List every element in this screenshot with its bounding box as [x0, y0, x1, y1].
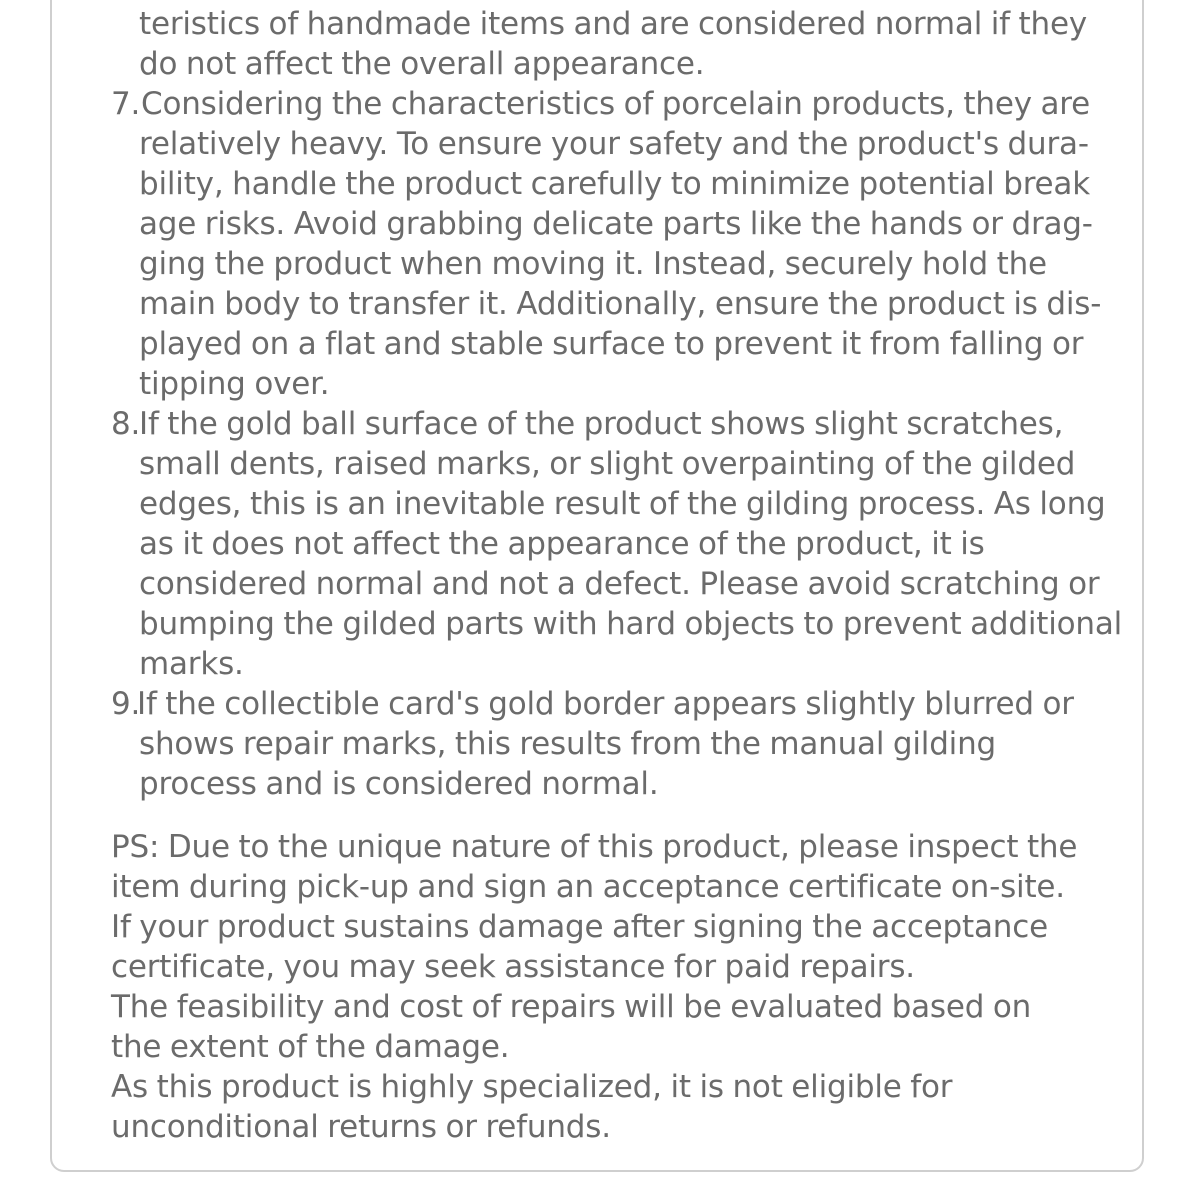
item8-line: small dents, raised marks, or slight overpainting of the gilded	[139, 446, 1076, 482]
item8-line: as it does not affect the appearance of the product, it is	[139, 526, 985, 562]
item7-line: played on a flat and stable surface to prevent it from falling or	[139, 326, 1084, 362]
item8-line: edges, this is an inevitable result of the gilding process. As long	[139, 486, 1106, 522]
ps-line: As this product is highly specialized, it is not eligible for	[111, 1069, 953, 1105]
item6-line: do not affect the overall appearance.	[139, 46, 705, 82]
ps-line: certificate, you may seek assistance for paid repairs.	[111, 949, 915, 985]
item8-line: considered normal and not a defect. Please avoid scratching or	[139, 566, 1100, 602]
item7-line: Considering the characteristics of porcelain products, they are	[141, 86, 1091, 122]
item7-line: tipping over.	[139, 366, 330, 402]
ps-line: PS: Due to the unique nature of this product, please inspect the	[111, 829, 1078, 865]
item6-line: teristics of handmade items and are considered normal if they	[139, 6, 1087, 42]
item9-line: process and is considered normal.	[139, 766, 659, 802]
item8-number: 8.	[111, 406, 141, 442]
item9-line: If the collectible card's gold border appears slightly blurred or	[137, 686, 1074, 722]
item8-line: If the gold ball surface of the product shows slight scratches,	[139, 406, 1064, 442]
item7-line: bility, handle the product carefully to minimize potential break	[139, 166, 1090, 202]
ps-line: The feasibility and cost of repairs will be evaluated based on	[111, 989, 1032, 1025]
ps-line: item during pick-up and sign an acceptance certificate on-site.	[111, 869, 1065, 905]
item7-line: main body to transfer it. Additionally, ensure the product is dis-	[139, 286, 1102, 322]
ps-line: If your product sustains damage after signing the acceptance	[111, 909, 1048, 945]
item8-line: bumping the gilded parts with hard objects to prevent additional	[139, 606, 1123, 642]
item7-line: relatively heavy. To ensure your safety and the product's dura-	[139, 126, 1089, 162]
item7-number: 7.	[111, 86, 141, 122]
item8-line: marks.	[139, 646, 244, 682]
item7-line: ging the product when moving it. Instead, securely hold the	[139, 246, 1047, 282]
item7-line: age risks. Avoid grabbing delicate parts like the hands or drag-	[139, 206, 1093, 242]
ps-line: unconditional returns or refunds.	[111, 1109, 611, 1145]
item9-line: shows repair marks, this results from the manual gilding	[139, 726, 997, 762]
item9-number: 9.	[111, 686, 141, 722]
ps-line: the extent of the damage.	[111, 1029, 510, 1065]
